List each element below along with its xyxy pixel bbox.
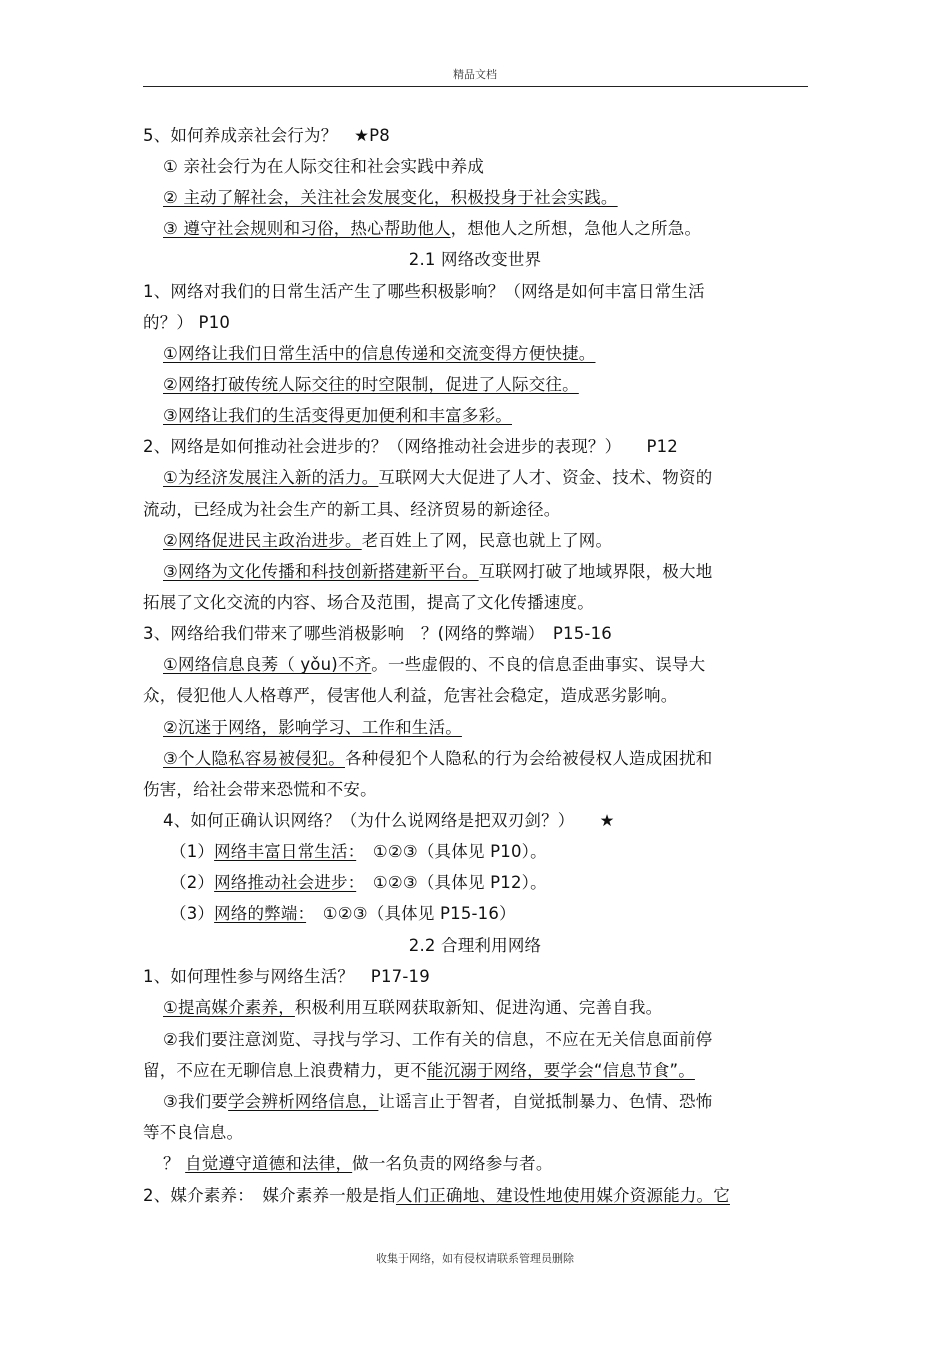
question-1-heading-cont: 的？） P10 — [143, 313, 231, 332]
answer-line — [163, 561, 712, 583]
answer-line — [170, 872, 547, 894]
answer-line — [163, 467, 712, 489]
underlined-key-point: 网络推动社会进步： — [214, 873, 357, 892]
answer-text: 2、媒介素养： 媒介素养一般是指 — [143, 1186, 396, 1205]
underlined-key-point: ①为经济发展注入新的活力。 — [163, 468, 379, 487]
underlined-key-point: ③网络让我们的生活变得更加便利和丰富多彩。 — [163, 406, 512, 425]
answer-line — [163, 530, 612, 552]
answer-text: 互联网打破了地域界限，极大地 — [478, 562, 713, 581]
answer-line — [163, 374, 579, 396]
answer-line-cont — [143, 1060, 695, 1082]
underlined-key-point: ③网络为文化传播和科技创新搭建新平台。 — [163, 562, 479, 581]
item-number: （2） — [170, 873, 215, 892]
answer-line — [163, 997, 662, 1019]
answer-text: 做一名负责的网络参与者。 — [352, 1154, 553, 1173]
answer-line — [163, 1153, 553, 1175]
answer-line-cont: 拓展了文化交流的内容、场合及范围，提高了文化传播速度。 — [143, 593, 594, 612]
answer-text: 留，不应在无聊信息上浪费精力，更不 — [143, 1061, 427, 1080]
question-2-heading: 2、网络是如何推动社会进步的？（网络推动社会进步的表现？） P12 — [143, 437, 678, 456]
answer-text: 各种侵犯个人隐私的行为会给被侵权人造成困扰和 — [345, 749, 713, 768]
answer-text: 让谣言止于智者，自觉抵制暴力、色情、恐怖 — [378, 1092, 713, 1111]
underlined-key-point: ①网络信息良莠（ yǒu)不齐 — [163, 655, 372, 674]
answer-line-cont: 伤害，给社会带来恐慌和不安。 — [143, 780, 377, 799]
page-header: 精品文档 — [453, 68, 497, 81]
answer-line — [170, 903, 516, 925]
question-4-heading: 4、如何正确认识网络？（为什么说网络是把双刃剑？） ★ — [163, 811, 615, 830]
answer-text: ①②③（具体见 P12）。 — [356, 873, 547, 892]
answer-line-cont: 流动，已经成为社会生产的新工具、经济贸易的新途径。 — [143, 500, 561, 519]
answer-text: 。一些虚假的、不良的信息歪曲事实、误导大 — [371, 655, 706, 674]
underlined-key-point: ②沉迷于网络，影响学习、工作和生活。 — [163, 718, 462, 737]
answer-line — [170, 841, 547, 863]
page-footer: 收集于网络，如有侵权请联系管理员删除 — [376, 1252, 574, 1265]
answer-line: ②我们要注意浏览、寻找与学习、工作有关的信息，不应在无关信息面前停 — [163, 1030, 713, 1049]
answer-text: 积极利用互联网获取新知、促进沟通、完善自我。 — [294, 998, 663, 1017]
header-divider — [143, 86, 808, 87]
section-title-2-1: 2.1 网络改变世界 — [408, 250, 542, 269]
underlined-key-point: ② 主动了解社会，关注社会发展变化，积极投身于社会实践。 — [163, 188, 618, 207]
answer-line — [163, 343, 596, 365]
underlined-key-point: 能沉溺于网络，要学会“信息节食”。 — [426, 1061, 695, 1080]
underlined-key-point: 人们正确地、建设性地使用媒介资源能力。它 — [395, 1186, 730, 1205]
underlined-key-point: ③个人隐私容易被侵犯。 — [163, 749, 345, 768]
answer-line — [163, 218, 701, 240]
item-number: （1） — [170, 842, 215, 861]
question-1-heading: 1、如何理性参与网络生活？ P17-19 — [143, 967, 430, 986]
underlined-key-point: 网络的弊端： — [214, 904, 307, 923]
answer-text: 老百姓上了网，民意也就上了网。 — [361, 531, 613, 550]
answer-line-cont: 众，侵犯他人人格尊严，侵害他人利益，危害社会稳定，造成恶劣影响。 — [143, 686, 678, 705]
answer-line: ① 亲社会行为在人际交往和社会实践中养成 — [163, 157, 485, 176]
item-number: （3） — [170, 904, 215, 923]
question-2-heading — [143, 1185, 730, 1207]
answer-line — [163, 187, 618, 209]
answer-text: ③我们要 — [163, 1092, 229, 1111]
answer-text: 互联网大大促进了人才、资金、技术、物资的 — [378, 468, 713, 487]
answer-line — [163, 405, 512, 427]
underlined-key-point: ②网络促进民主政治进步。 — [163, 531, 362, 550]
answer-line — [163, 748, 712, 770]
answer-text: ，想他人之所想，急他人之所急。 — [450, 219, 702, 238]
underlined-key-point: ②网络打破传统人际交往的时空限制，促进了人际交往。 — [163, 375, 579, 394]
question-3-heading: 3、网络给我们带来了哪些消极影响 ？(网络的弊端） P15-16 — [143, 624, 612, 643]
underlined-key-point: ③ 遵守社会规则和习俗，热心帮助他人 — [163, 219, 451, 238]
answer-text: ①②③（具体见 P10）。 — [356, 842, 547, 861]
answer-line — [163, 717, 462, 739]
underlined-key-point: ①网络让我们日常生活中的信息传递和交流变得方便快捷。 — [163, 344, 596, 363]
answer-text: ①②③（具体见 P15-16） — [306, 904, 516, 923]
answer-text: ？ — [163, 1154, 186, 1173]
underlined-key-point: ①提高媒介素养， — [163, 998, 295, 1017]
underlined-key-point: 学会辨析网络信息， — [228, 1092, 379, 1111]
underlined-key-point: 自觉遵守道德和法律， — [185, 1154, 353, 1173]
answer-line — [163, 1091, 712, 1113]
answer-line-cont: 等不良信息。 — [143, 1123, 244, 1142]
question-5-heading: 5、如何养成亲社会行为？ ★P8 — [143, 126, 390, 145]
question-1-heading: 1、网络对我们的日常生活产生了哪些积极影响？（网络是如何丰富日常生活 — [143, 282, 705, 301]
answer-line — [163, 654, 705, 676]
section-title-2-2: 2.2 合理利用网络 — [408, 936, 542, 955]
underlined-key-point: 网络丰富日常生活： — [214, 842, 357, 861]
